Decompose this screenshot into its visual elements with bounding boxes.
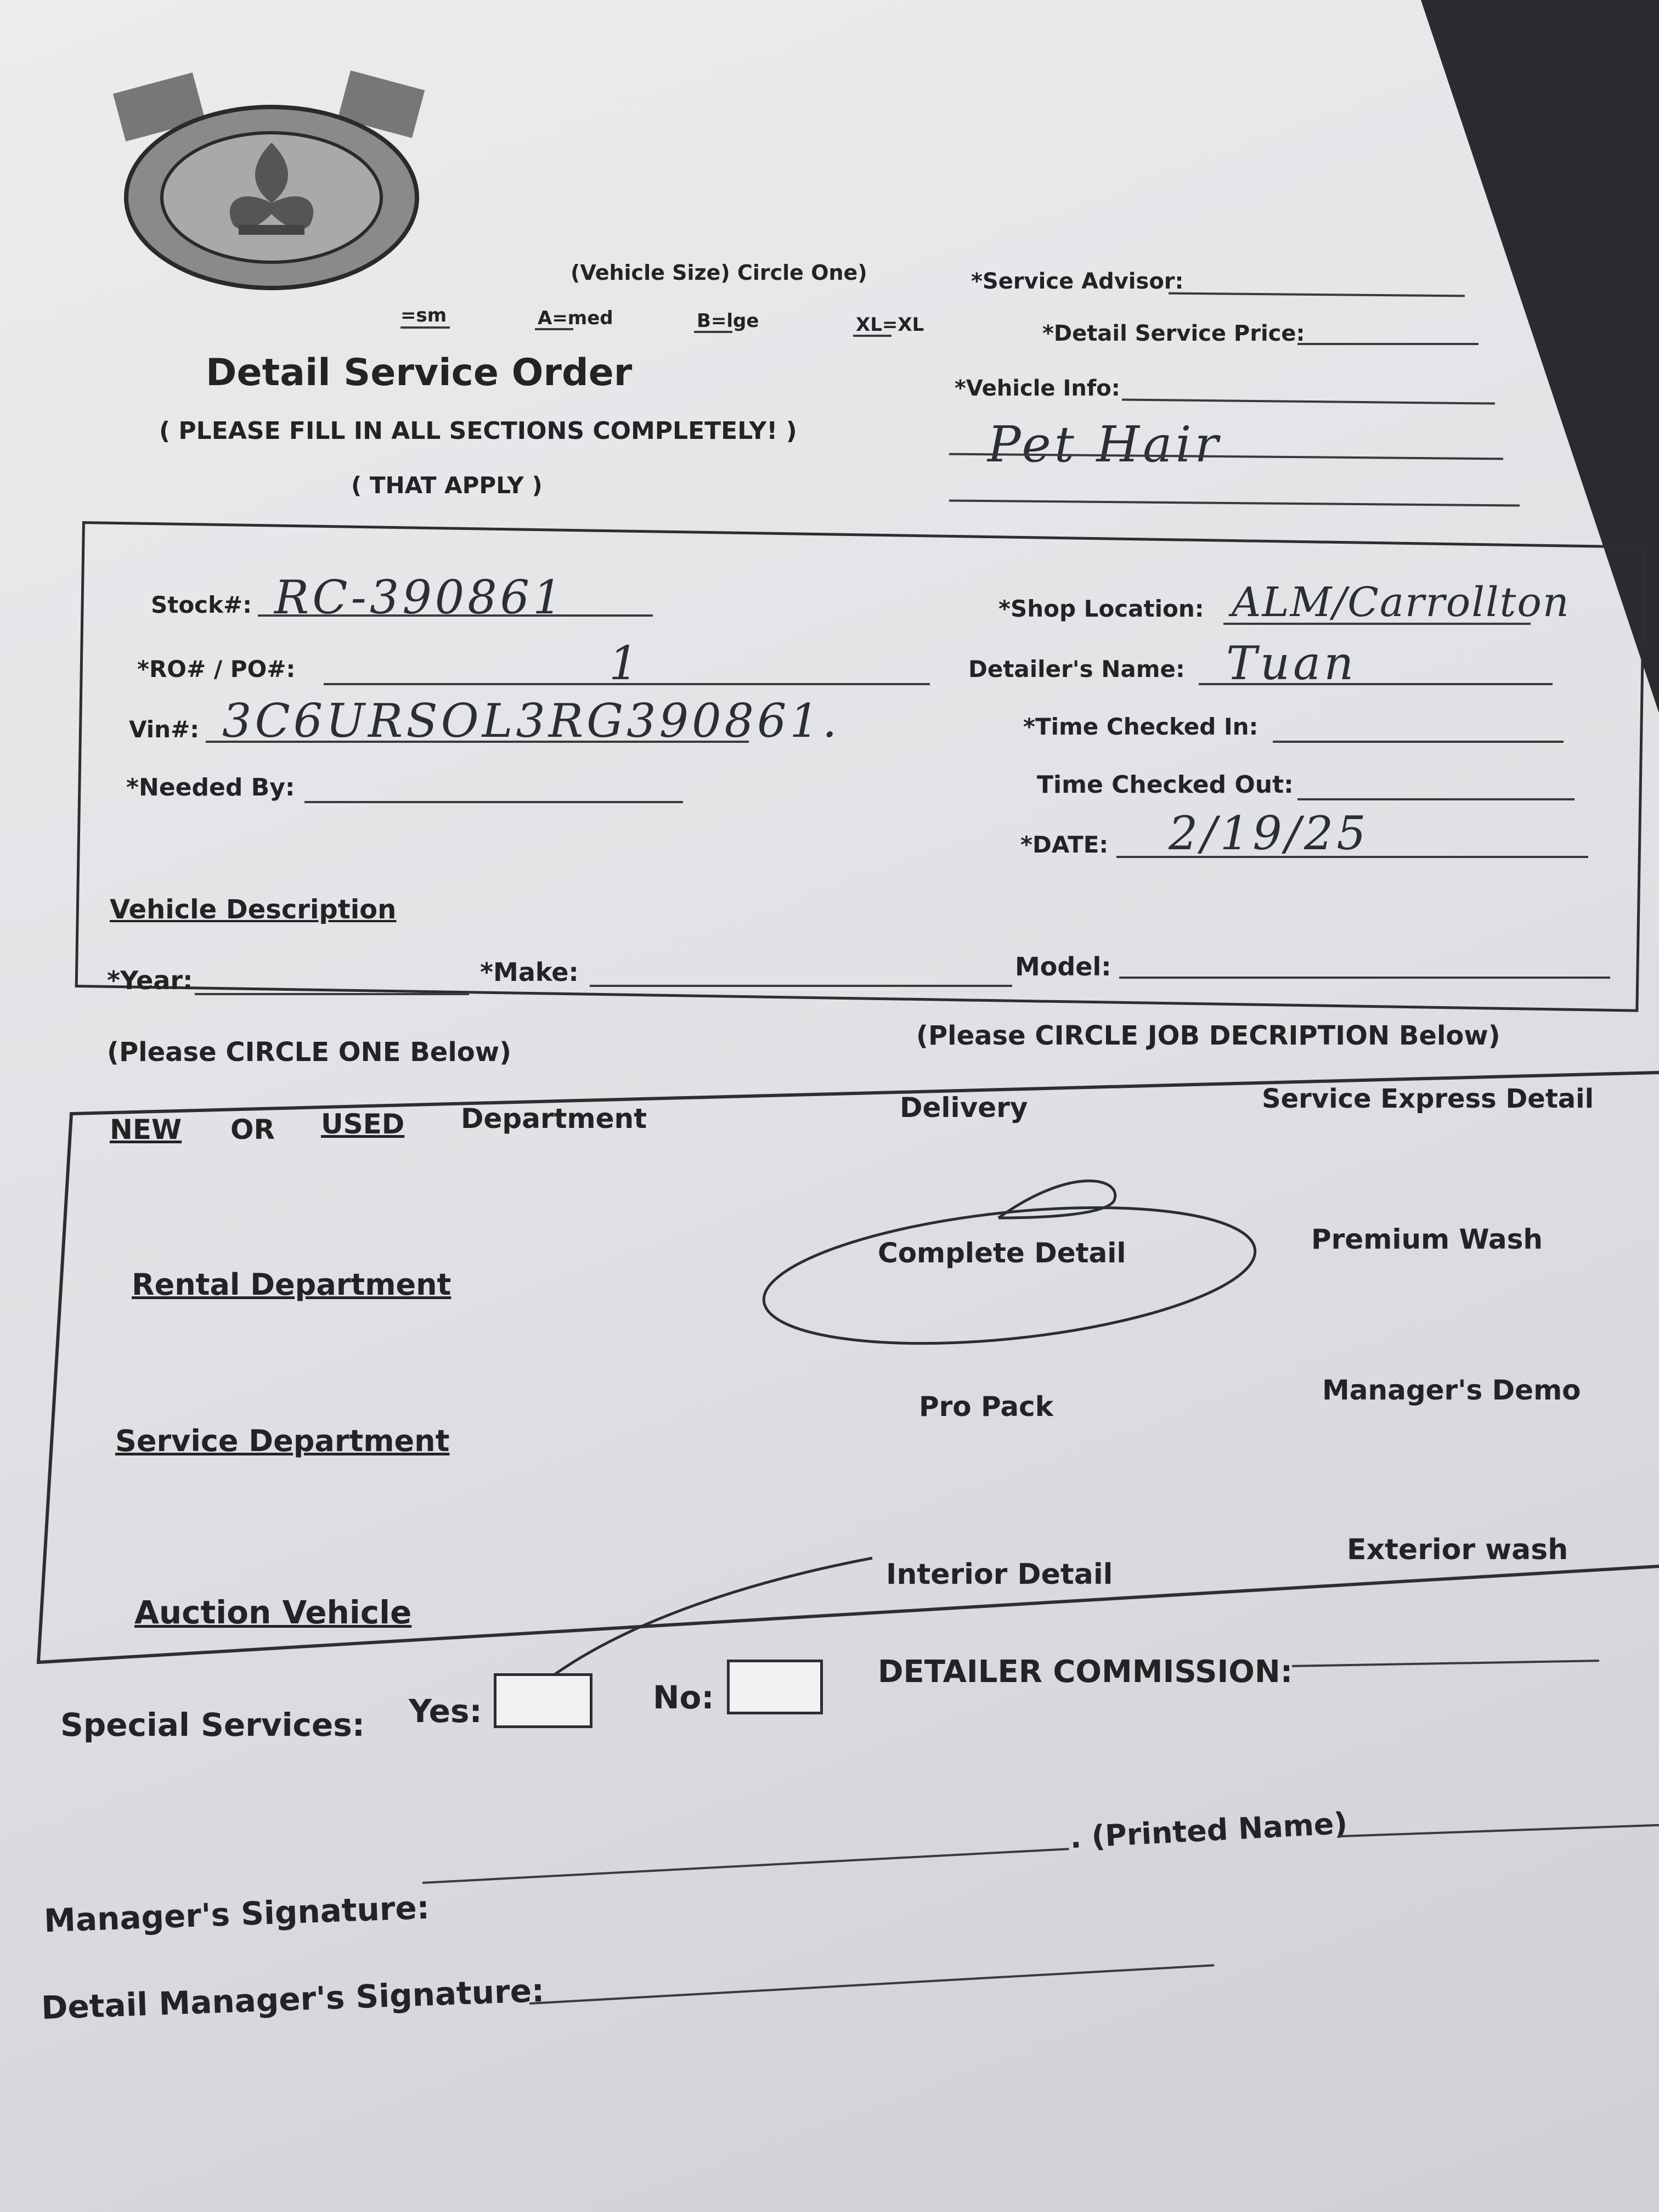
shop-location-value[interactable]: ALM/Carrollton [1232, 579, 1570, 626]
department-label: Department [461, 1103, 647, 1135]
service-department-option[interactable]: Service Department [115, 1424, 450, 1458]
detailer-commission-label: DETAILER COMMISSION: [878, 1654, 1293, 1690]
service-advisor-label: *Service Advisor: [971, 269, 1184, 294]
premium-wash-option[interactable]: Premium Wash [1311, 1223, 1543, 1255]
vehicle-description-heading: Vehicle Description [110, 894, 397, 925]
used-option[interactable] [321, 1108, 404, 1140]
ro-value[interactable]: 1 [609, 636, 642, 690]
time-in-label: *Time Checked In: [1023, 713, 1259, 740]
interior-detail-option[interactable]: Interior Detail [886, 1558, 1113, 1591]
complete-detail-option[interactable]: Complete Detail [878, 1237, 1126, 1269]
no-label: No: [653, 1679, 714, 1716]
stock-label: Stock#: [151, 591, 252, 618]
make-label: *Make: [480, 957, 579, 987]
yes-label: Yes: [409, 1692, 482, 1730]
date-value[interactable]: 2/19/25 [1169, 806, 1369, 860]
printed-name-label: . (Printed Name) [1069, 1805, 1348, 1855]
vehicle-size-label: (Vehicle Size) Circle One) [571, 261, 867, 285]
form-title: Detail Service Order [206, 351, 633, 394]
no-checkbox[interactable] [727, 1660, 823, 1714]
time-out-label: Time Checked Out: [1037, 771, 1294, 799]
detail-price-label: *Detail Service Price: [1042, 321, 1305, 346]
vin-value[interactable]: 3C6URSOL3RG390861. [222, 694, 840, 748]
rental-department-option[interactable]: Rental Department [132, 1267, 452, 1302]
manager-signature-label: Manager's Signature: [43, 1888, 430, 1940]
needed-by-label: *Needed By: [126, 774, 295, 802]
new-option[interactable] [110, 1114, 182, 1146]
or-label: OR [230, 1114, 275, 1146]
circle-job-header: (Please CIRCLE JOB DECRIPTION Below) [916, 1020, 1500, 1051]
size-sm-label: =sm [400, 304, 447, 326]
service-express-option[interactable]: Service Express Detail [1262, 1084, 1594, 1114]
exterior-wash-option[interactable]: Exterior wash [1347, 1533, 1568, 1566]
size-xl-label: XL=XL [856, 314, 924, 336]
shop-location-label: *Shop Location: [998, 595, 1204, 622]
complete-detail-circle [757, 1187, 1261, 1364]
new-label: NEW [110, 1114, 182, 1146]
size-lge-label: B=lge [697, 310, 759, 332]
instruction-fill-all: ( PLEASE FILL IN ALL SECTIONS COMPLETELY! ) [159, 417, 797, 445]
size-med-label: A=med [538, 307, 613, 329]
year-label: *Year: [107, 966, 193, 995]
auction-vehicle-option[interactable]: Auction Vehicle [134, 1594, 412, 1631]
detailer-name-value[interactable]: Tuan [1226, 636, 1357, 690]
pro-pack-option[interactable]: Pro Pack [919, 1391, 1053, 1423]
yes-checkbox[interactable] [494, 1673, 592, 1728]
vehicle-info-label: *Vehicle Info: [955, 376, 1120, 401]
vin-label: Vin#: [129, 716, 200, 743]
stock-value[interactable]: RC-390861 [274, 571, 566, 624]
pet-hair-note: Pet Hair [988, 416, 1222, 473]
special-services-label: Special Services: [60, 1706, 365, 1743]
delivery-option[interactable]: Delivery [900, 1092, 1028, 1124]
instruction-that-apply: ( THAT APPLY ) [351, 472, 543, 499]
model-label: Model: [1015, 952, 1111, 981]
date-label: *DATE: [1020, 831, 1109, 858]
detailer-name-label: Detailer's Name: [968, 656, 1185, 682]
used-label: USED [321, 1108, 405, 1140]
circle-one-header: (Please CIRCLE ONE Below) [107, 1037, 512, 1068]
detail-manager-signature-label: Detail Manager's Signature: [41, 1972, 545, 2027]
managers-demo-option[interactable]: Manager's Demo [1322, 1374, 1581, 1406]
ro-label: *RO# / PO#: [137, 656, 296, 682]
